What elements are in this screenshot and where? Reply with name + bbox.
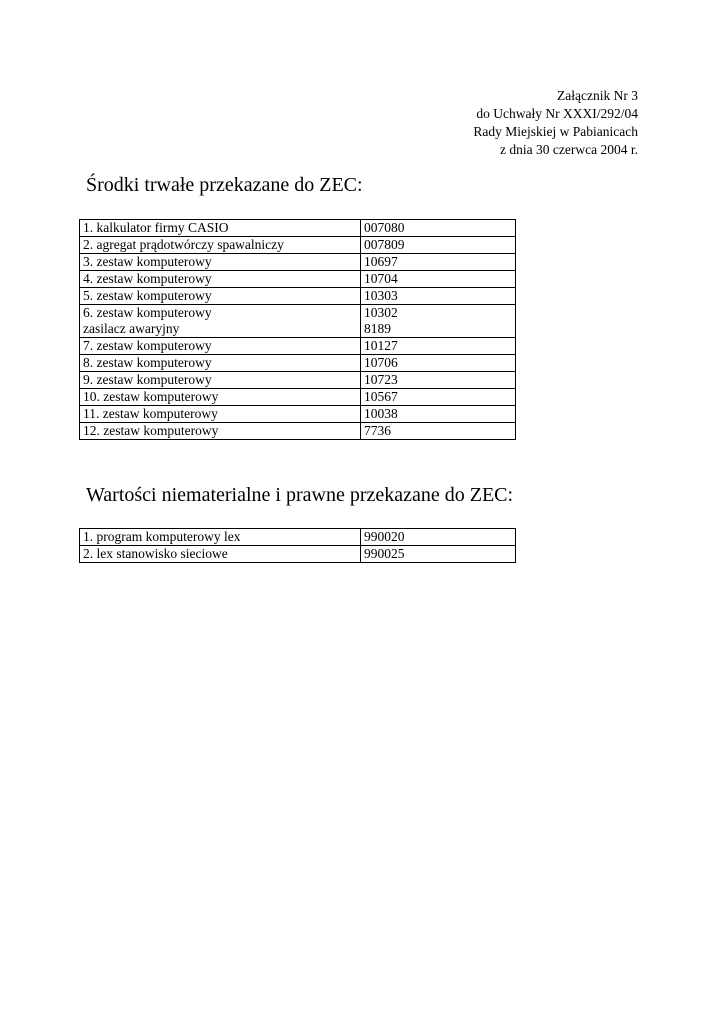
- header-line: z dnia 30 czerwca 2004 r.: [500, 142, 638, 157]
- inventory-number: 10302: [364, 305, 398, 320]
- table-row: [80, 288, 516, 305]
- table-row: [80, 355, 516, 372]
- inventory-number-cell: [361, 423, 516, 440]
- item-name-cell: [80, 355, 361, 372]
- item-name: 10. zestaw komputerowy: [83, 389, 219, 404]
- inventory-number-cell: [361, 237, 516, 254]
- item-name-cell: [80, 389, 361, 406]
- item-name: 5. zestaw komputerowy: [83, 288, 212, 303]
- inventory-number-cell: [361, 288, 516, 305]
- item-name-cell: [80, 423, 361, 440]
- inventory-number: 990020: [364, 529, 405, 544]
- item-name-cell: [80, 254, 361, 271]
- inventory-number-cell: [361, 389, 516, 406]
- inventory-number: 10704: [364, 271, 398, 286]
- table-row: [80, 237, 516, 254]
- fixed-assets-table: [79, 219, 516, 440]
- item-name-cell: [80, 271, 361, 288]
- item-name-cell: [80, 529, 361, 546]
- item-name-cell: [80, 406, 361, 423]
- intangible-assets-table: [79, 528, 516, 563]
- item-name: 1. program komputerowy lex: [83, 529, 241, 544]
- header-line: Załącznik Nr 3: [557, 88, 638, 103]
- item-name: 4. zestaw komputerowy: [83, 271, 212, 286]
- item-name: 2. lex stanowisko sieciowe: [83, 546, 228, 561]
- inventory-number-cell: [361, 305, 516, 338]
- inventory-number: 10038: [364, 406, 398, 421]
- inventory-number: 10697: [364, 254, 398, 269]
- item-name: 6. zestaw komputerowy: [83, 305, 212, 320]
- inventory-number-cell: [361, 372, 516, 389]
- inventory-number: 007080: [364, 220, 405, 235]
- item-name-cell: [80, 220, 361, 237]
- table-row: [80, 220, 516, 237]
- table-row: [80, 529, 516, 546]
- item-name: 12. zestaw komputerowy: [83, 423, 219, 438]
- inventory-number: 7736: [364, 423, 391, 438]
- item-name: 2. agregat prądotwórczy spawalniczy: [83, 237, 284, 252]
- inventory-number-cell: [361, 220, 516, 237]
- header-line: do Uchwały Nr XXXI/292/04: [476, 106, 638, 121]
- table-row: [80, 372, 516, 389]
- inventory-number-cell: [361, 406, 516, 423]
- inventory-number-cell: [361, 338, 516, 355]
- inventory-number: 10723: [364, 372, 398, 387]
- inventory-number: 10303: [364, 288, 398, 303]
- inventory-number-cell: [361, 355, 516, 372]
- header-line: Rady Miejskiej w Pabianicach: [473, 124, 638, 139]
- inventory-number: 10706: [364, 355, 398, 370]
- item-name: 9. zestaw komputerowy: [83, 372, 212, 387]
- item-name: 11. zestaw komputerowy: [83, 406, 218, 421]
- inventory-number-cell: [361, 529, 516, 546]
- table-row: [80, 423, 516, 440]
- item-name-cell: [80, 546, 361, 563]
- item-name: 3. zestaw komputerowy: [83, 254, 212, 269]
- item-name: 8. zestaw komputerowy: [83, 355, 212, 370]
- item-name: 1. kalkulator firmy CASIO: [83, 220, 229, 235]
- table-row: [80, 338, 516, 355]
- item-name: zasilacz awaryjny: [83, 321, 180, 336]
- inventory-number: 007809: [364, 237, 405, 252]
- table-row: [80, 305, 516, 338]
- item-name-cell: [80, 237, 361, 254]
- item-name-cell: [80, 288, 361, 305]
- item-name-cell: [80, 305, 361, 338]
- item-name-cell: [80, 338, 361, 355]
- inventory-number-cell: [361, 254, 516, 271]
- table-row: [80, 546, 516, 563]
- inventory-number: 10127: [364, 338, 398, 353]
- document-header: [473, 87, 638, 159]
- inventory-number: 10567: [364, 389, 398, 404]
- table-row: [80, 406, 516, 423]
- intangible-assets-title: Wartości niematerialne i prawne przekazane do ZEC:: [86, 484, 514, 506]
- table-row: [80, 271, 516, 288]
- inventory-number-cell: [361, 546, 516, 563]
- inventory-number-cell: [361, 271, 516, 288]
- table-row: [80, 389, 516, 406]
- item-name: 7. zestaw komputerowy: [83, 338, 212, 353]
- inventory-number: 8189: [364, 321, 391, 336]
- inventory-number: 990025: [364, 546, 405, 561]
- fixed-assets-title: Środki trwałe przekazane do ZEC:: [86, 174, 363, 196]
- table-row: [80, 254, 516, 271]
- item-name-cell: [80, 372, 361, 389]
